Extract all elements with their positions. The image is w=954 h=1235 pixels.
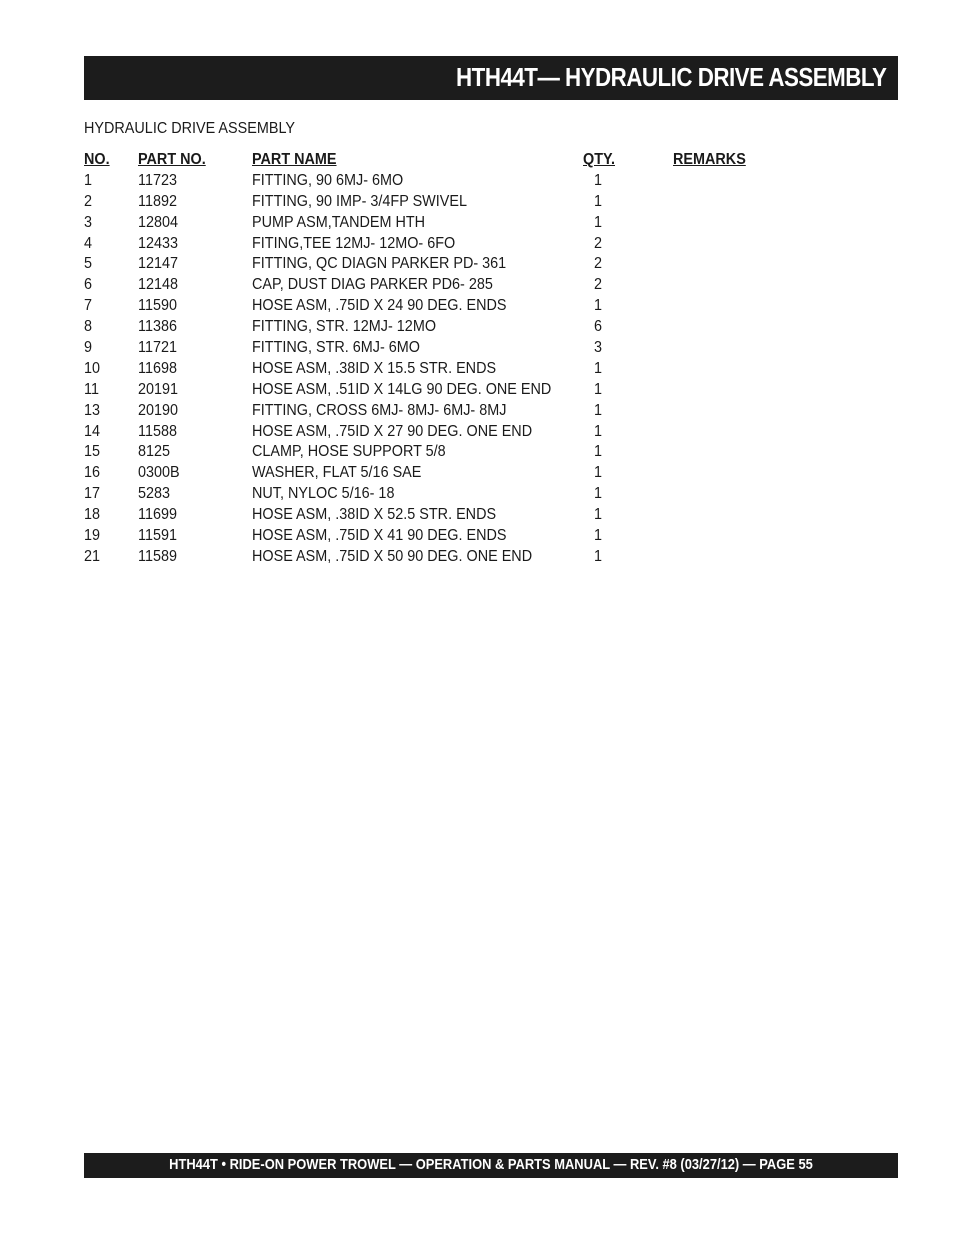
column-header-part-name: PART NAME bbox=[252, 151, 337, 168]
cell-part-no: 8125 bbox=[138, 443, 171, 461]
cell-no: 1 bbox=[84, 171, 93, 189]
section-title: HYDRAULIC DRIVE ASSEMBLY bbox=[84, 120, 295, 137]
cell-part-no: 11590 bbox=[138, 297, 177, 315]
cell-no: 11 bbox=[84, 380, 99, 398]
cell-part-name: FITTING, QC DIAGN PARKER PD- 361 bbox=[252, 255, 507, 273]
cell-part-name: CAP, DUST DIAG PARKER PD6- 285 bbox=[252, 276, 493, 294]
cell-part-no: 12804 bbox=[138, 213, 179, 231]
cell-qty: 2 bbox=[594, 276, 603, 294]
cell-no: 10 bbox=[84, 359, 101, 377]
table-row bbox=[84, 359, 784, 380]
cell-part-no: 11699 bbox=[138, 506, 177, 524]
cell-part-no: 20190 bbox=[138, 401, 179, 419]
table-row bbox=[84, 442, 784, 463]
cell-qty: 3 bbox=[594, 339, 603, 357]
cell-part-no: 11721 bbox=[138, 339, 177, 357]
cell-qty: 1 bbox=[594, 359, 603, 377]
cell-no: 19 bbox=[84, 527, 101, 545]
table-row bbox=[84, 380, 784, 401]
cell-no: 17 bbox=[84, 485, 101, 503]
cell-part-name: FITING,TEE 12MJ- 12MO- 6FO bbox=[252, 234, 456, 252]
column-header-part-no: PART NO. bbox=[138, 151, 206, 168]
cell-no: 9 bbox=[84, 339, 93, 357]
table-row bbox=[84, 484, 784, 505]
cell-part-name: WASHER, FLAT 5/16 SAE bbox=[252, 464, 422, 482]
cell-qty: 1 bbox=[594, 297, 603, 315]
cell-no: 16 bbox=[84, 464, 101, 482]
cell-part-name: HOSE ASM, .75ID X 27 90 DEG. ONE END bbox=[252, 422, 533, 440]
footer-text: HTH44T • RIDE-ON POWER TROWEL — OPERATION & PARTS MANUAL — REV. #8 (03/27/12) — PAGE 55 bbox=[169, 1156, 813, 1173]
cell-part-no: 5283 bbox=[138, 485, 171, 503]
cell-part-no: 11386 bbox=[138, 318, 177, 336]
cell-no: 5 bbox=[84, 255, 93, 273]
cell-part-name: FITTING, STR. 6MJ- 6MO bbox=[252, 339, 421, 357]
footer-bar bbox=[84, 1153, 898, 1178]
table-row bbox=[84, 254, 784, 275]
parts-table bbox=[84, 150, 784, 568]
table-row bbox=[84, 213, 784, 234]
cell-part-name: NUT, NYLOC 5/16- 18 bbox=[252, 485, 395, 503]
table-row bbox=[84, 547, 784, 568]
column-header-remarks: REMARKS bbox=[673, 151, 746, 168]
cell-qty: 1 bbox=[594, 401, 603, 419]
column-header-no: NO. bbox=[84, 151, 110, 168]
cell-part-no: 12148 bbox=[138, 276, 179, 294]
cell-no: 6 bbox=[84, 276, 93, 294]
cell-qty: 1 bbox=[594, 506, 603, 524]
cell-qty: 1 bbox=[594, 380, 603, 398]
cell-part-name: HOSE ASM, .75ID X 41 90 DEG. ENDS bbox=[252, 527, 507, 545]
table-row bbox=[84, 234, 784, 255]
cell-part-no: 0300B bbox=[138, 464, 180, 482]
table-row bbox=[84, 317, 784, 338]
table-row bbox=[84, 296, 784, 317]
cell-qty: 1 bbox=[594, 464, 603, 482]
cell-no: 21 bbox=[84, 547, 101, 565]
cell-qty: 1 bbox=[594, 443, 603, 461]
cell-part-name: FITTING, 90 6MJ- 6MO bbox=[252, 171, 404, 189]
cell-qty: 1 bbox=[594, 213, 603, 231]
table-body bbox=[84, 171, 784, 568]
cell-part-no: 11698 bbox=[138, 359, 177, 377]
cell-no: 4 bbox=[84, 234, 93, 252]
cell-part-no: 20191 bbox=[138, 380, 179, 398]
cell-part-name: CLAMP, HOSE SUPPORT 5/8 bbox=[252, 443, 446, 461]
cell-qty: 1 bbox=[594, 547, 603, 565]
cell-qty: 1 bbox=[594, 192, 603, 210]
cell-no: 2 bbox=[84, 192, 93, 210]
cell-qty: 1 bbox=[594, 485, 603, 503]
table-row bbox=[84, 463, 784, 484]
cell-qty: 1 bbox=[594, 171, 603, 189]
cell-no: 3 bbox=[84, 213, 93, 231]
cell-part-name: PUMP ASM,TANDEM HTH bbox=[252, 213, 426, 231]
cell-part-no: 11892 bbox=[138, 192, 177, 210]
cell-part-name: FITTING, STR. 12MJ- 12MO bbox=[252, 318, 437, 336]
page-title-bar bbox=[84, 56, 898, 100]
cell-no: 7 bbox=[84, 297, 93, 315]
table-row bbox=[84, 275, 784, 296]
cell-no: 18 bbox=[84, 506, 101, 524]
cell-qty: 1 bbox=[594, 527, 603, 545]
cell-no: 14 bbox=[84, 422, 101, 440]
table-row bbox=[84, 192, 784, 213]
table-row bbox=[84, 422, 784, 443]
cell-part-name: HOSE ASM, .51ID X 14LG 90 DEG. ONE END bbox=[252, 380, 552, 398]
table-row bbox=[84, 171, 784, 192]
table-row bbox=[84, 526, 784, 547]
cell-part-name: FITTING, 90 IMP- 3/4FP SWIVEL bbox=[252, 192, 467, 210]
cell-part-no: 12147 bbox=[138, 255, 179, 273]
cell-qty: 1 bbox=[594, 422, 603, 440]
table-header-row bbox=[84, 150, 784, 171]
cell-part-no: 11589 bbox=[138, 547, 177, 565]
cell-no: 8 bbox=[84, 318, 93, 336]
cell-part-name: FITTING, CROSS 6MJ- 8MJ- 6MJ- 8MJ bbox=[252, 401, 507, 419]
page-title: HTH44T— HYDRAULIC DRIVE ASSEMBLY bbox=[455, 62, 886, 92]
cell-part-name: HOSE ASM, .75ID X 24 90 DEG. ENDS bbox=[252, 297, 507, 315]
table-row bbox=[84, 401, 784, 422]
column-header-qty: QTY. bbox=[583, 151, 616, 168]
table-row bbox=[84, 338, 784, 359]
cell-part-no: 11588 bbox=[138, 422, 177, 440]
cell-part-no: 11723 bbox=[138, 171, 177, 189]
cell-part-name: HOSE ASM, .75ID X 50 90 DEG. ONE END bbox=[252, 547, 533, 565]
cell-qty: 6 bbox=[594, 318, 603, 336]
cell-part-no: 12433 bbox=[138, 234, 179, 252]
cell-part-name: HOSE ASM, .38ID X 52.5 STR. ENDS bbox=[252, 506, 497, 524]
cell-part-no: 11591 bbox=[138, 527, 177, 545]
cell-qty: 2 bbox=[594, 234, 603, 252]
cell-part-name: HOSE ASM, .38ID X 15.5 STR. ENDS bbox=[252, 359, 497, 377]
table-row bbox=[84, 505, 784, 526]
cell-no: 15 bbox=[84, 443, 101, 461]
cell-qty: 2 bbox=[594, 255, 603, 273]
cell-no: 13 bbox=[84, 401, 101, 419]
